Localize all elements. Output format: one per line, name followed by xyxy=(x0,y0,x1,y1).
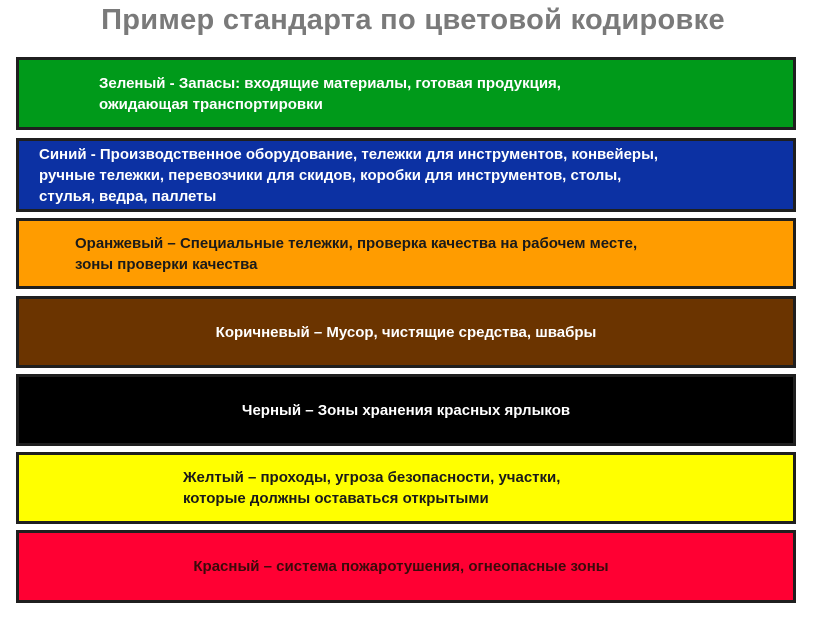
band-red-text xyxy=(193,556,608,577)
band-brown-line-1: Коричневый – Мусор, чистящие средства, швабры xyxy=(215,323,597,341)
band-green-line-1: Зеленый - Запасы: входящие материалы, готовая продукция, xyxy=(99,74,561,92)
band-red-line-1: Красный – система пожаротушения, огнеопасные зоны xyxy=(193,558,609,575)
band-black xyxy=(16,374,796,446)
band-orange-line-2: зоны проверки качества xyxy=(75,255,258,273)
band-yellow xyxy=(16,452,796,524)
band-red xyxy=(16,530,796,603)
band-orange-line-1: Оранжевый – Специальные тележки, проверка качества на рабочем месте, xyxy=(75,234,638,252)
band-blue-line-1: Синий - Производственное оборудование, тележки для инструментов, конвейеры, xyxy=(39,145,659,163)
band-blue-line-3: стулья, ведра, паллеты xyxy=(39,187,217,205)
band-brown xyxy=(16,296,796,368)
band-green xyxy=(16,57,796,130)
band-blue-line-2: ручные тележки, перевозчики для скидов, коробки для инструментов, столы, xyxy=(39,166,622,184)
band-green-line-2: ожидающая транспортировки xyxy=(99,95,323,113)
band-blue xyxy=(16,138,796,212)
band-orange xyxy=(16,218,796,289)
band-yellow-line-1: Желтый – проходы, угроза безопасности, участки, xyxy=(183,469,561,486)
page-title: Пример стандарта по цветовой кодировке xyxy=(101,4,725,36)
band-green-text xyxy=(99,73,561,115)
band-brown-text xyxy=(216,322,597,343)
band-blue-text xyxy=(39,144,658,207)
band-black-line-1: Черный – Зоны хранения красных ярлыков xyxy=(241,401,571,419)
band-black-text xyxy=(242,400,570,421)
band-yellow-line-2: которые должны оставаться открытыми xyxy=(183,490,489,507)
band-orange-text xyxy=(75,233,637,275)
band-yellow-text xyxy=(183,467,560,509)
